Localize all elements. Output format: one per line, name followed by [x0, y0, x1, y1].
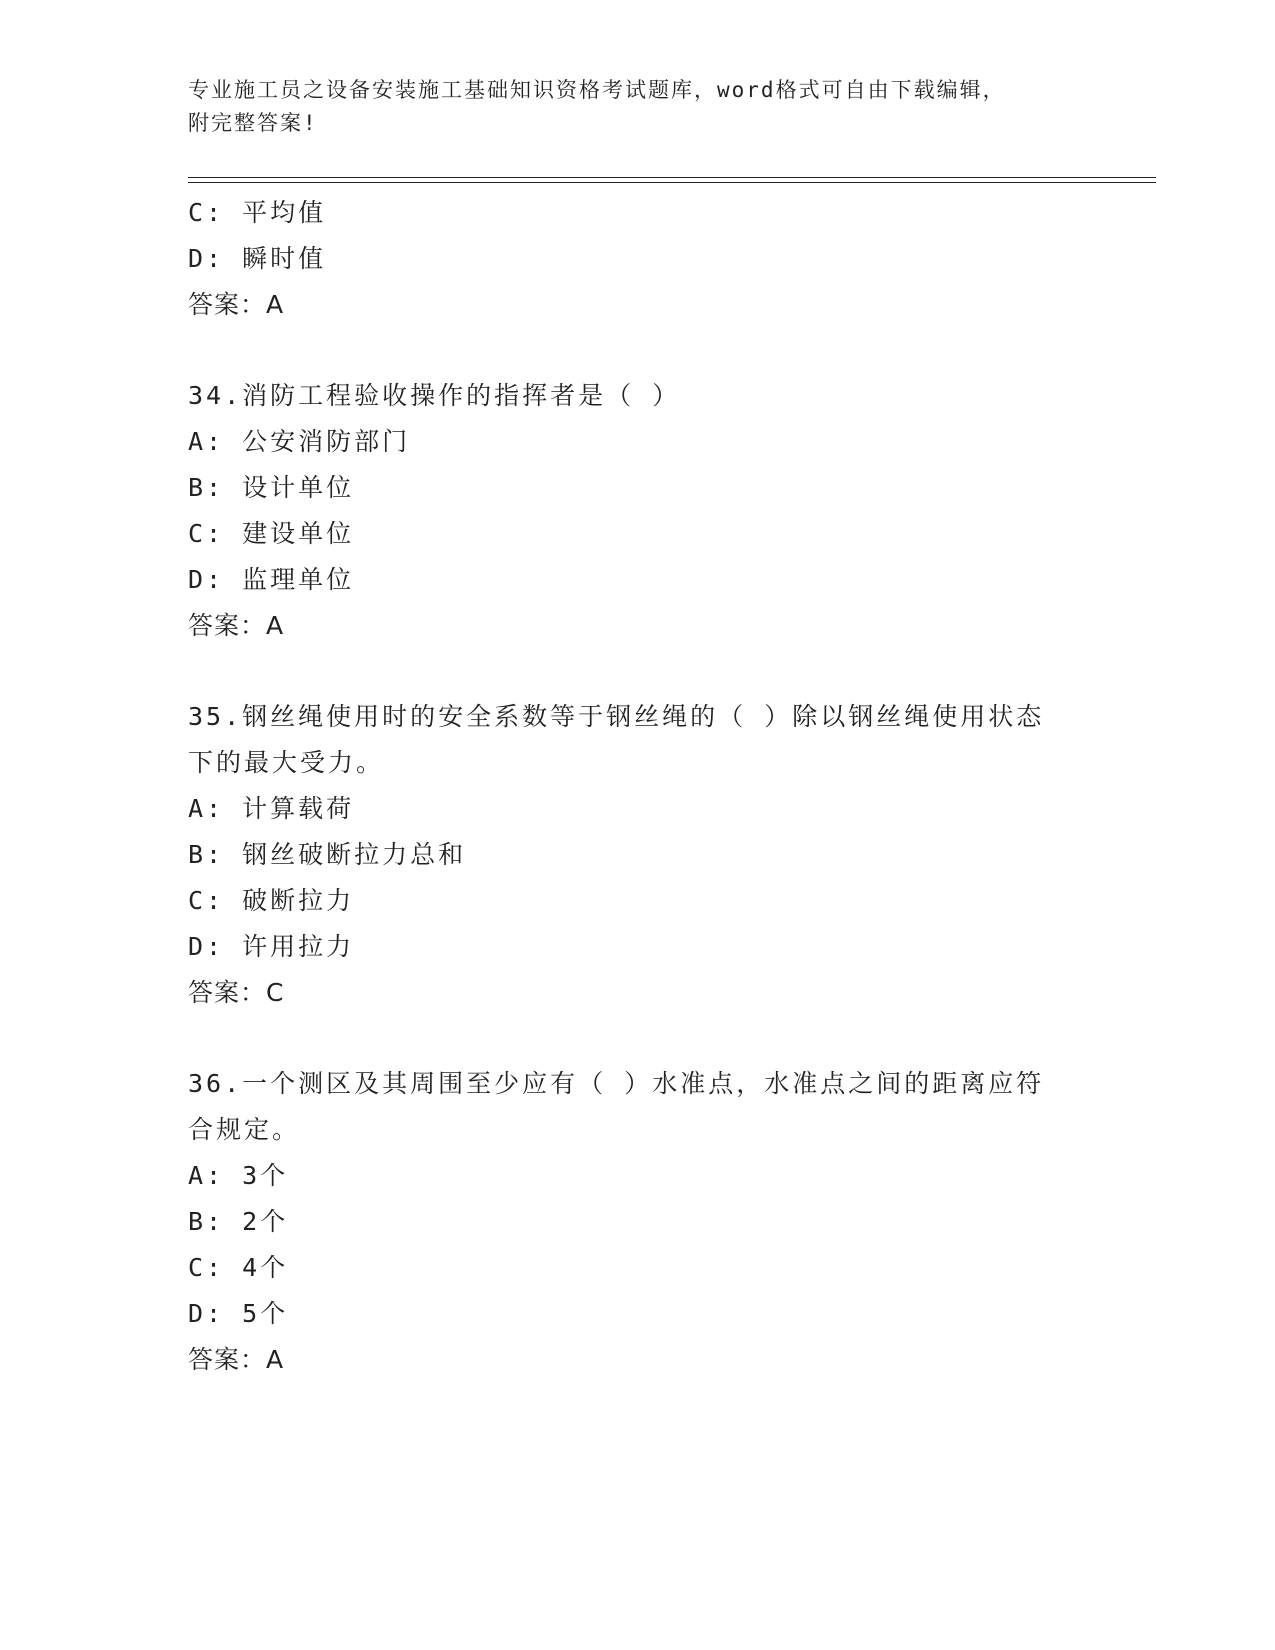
option-b: B: 设计单位	[188, 473, 355, 502]
option-c: C: 平均值	[188, 198, 327, 227]
question-33-continued	[188, 190, 1088, 328]
answer: 答案：A	[188, 290, 285, 319]
header-divider-bottom	[188, 182, 1156, 183]
question-text-line-2: 合规定。	[188, 1115, 301, 1144]
question-text-line-1: 35.钢丝绳使用时的安全系数等于钢丝绳的（ ）除以钢丝绳使用状态	[188, 702, 1045, 731]
option-d: D: 5个	[188, 1299, 289, 1328]
option-b: B: 钢丝破断拉力总和	[188, 840, 467, 869]
document-header	[188, 74, 1068, 140]
question-text-line-1: 36.一个测区及其周围至少应有（ ）水准点，水准点之间的距离应符	[188, 1069, 1045, 1098]
option-d: D: 许用拉力	[188, 932, 355, 961]
question-text-line-2: 下的最大受力。	[188, 748, 385, 777]
header-divider-top	[188, 177, 1156, 178]
option-b: B: 2个	[188, 1207, 289, 1236]
question-35	[188, 694, 1088, 1016]
option-a: A: 计算载荷	[188, 794, 355, 823]
option-a: A: 公安消防部门	[188, 427, 411, 456]
option-c: C: 4个	[188, 1253, 289, 1282]
answer: 答案：A	[188, 611, 285, 640]
answer: 答案：A	[188, 1345, 285, 1374]
option-d: D: 瞬时值	[188, 244, 327, 273]
answer: 答案：C	[188, 978, 285, 1007]
question-36	[188, 1061, 1088, 1383]
option-c: C: 建设单位	[188, 519, 355, 548]
header-line-2: 附完整答案!	[188, 111, 318, 135]
option-a: A: 3个	[188, 1161, 289, 1190]
question-list	[188, 190, 1088, 1383]
question-34	[188, 373, 1088, 649]
question-text: 34.消防工程验收操作的指挥者是（ ）	[188, 381, 681, 410]
header-line-1: 专业施工员之设备安装施工基础知识资格考试题库，word格式可自由下载编辑，	[188, 78, 1006, 102]
option-c: C: 破断拉力	[188, 886, 355, 915]
option-d: D: 监理单位	[188, 565, 355, 594]
